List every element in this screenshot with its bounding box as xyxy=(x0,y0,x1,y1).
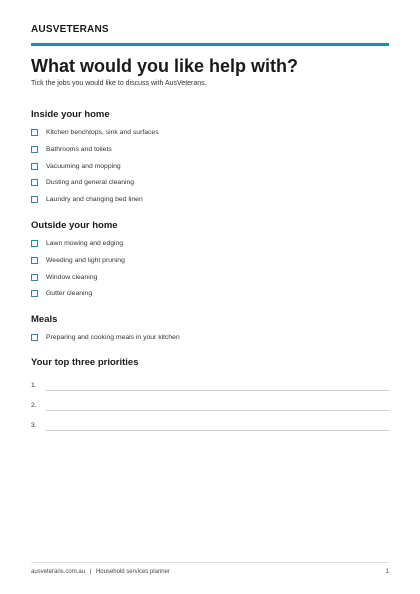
checklist-item[interactable] xyxy=(31,288,389,299)
footer-separator: | xyxy=(89,569,92,575)
priority-input-line[interactable] xyxy=(46,380,389,391)
checklist-item[interactable] xyxy=(31,161,389,172)
checkbox[interactable] xyxy=(31,274,38,281)
checkbox[interactable] xyxy=(31,290,38,297)
checklist-item[interactable] xyxy=(31,194,389,205)
footer-text xyxy=(31,569,170,575)
section-heading: Outside your home xyxy=(31,220,118,231)
checklist-label: Dusting and general cleaning xyxy=(46,179,135,187)
checklist-label: Bathrooms and toilets xyxy=(46,145,112,153)
checklist-item[interactable] xyxy=(31,255,389,266)
checklist-label: Gutter cleaning xyxy=(46,290,93,298)
checklist-label: Preparing and cooking meals in your kitchen xyxy=(46,334,180,341)
priority-input-line[interactable] xyxy=(46,400,389,411)
footer-doc-name: Household services planner xyxy=(95,569,170,575)
priority-input-line[interactable] xyxy=(46,420,389,431)
checklist-item[interactable] xyxy=(31,272,389,283)
page-number: 1 xyxy=(385,569,389,575)
section-meals xyxy=(31,313,389,349)
page-title: What would you like help with? xyxy=(31,56,298,76)
checklist-label: Laundry and changing bed linen xyxy=(46,196,143,204)
checklist-item[interactable] xyxy=(31,238,389,249)
checkbox[interactable] xyxy=(31,196,38,203)
checkbox[interactable] xyxy=(31,129,38,136)
checklist-label: Weeding and light pruning xyxy=(46,256,125,264)
checkbox[interactable] xyxy=(31,179,38,186)
priority-row xyxy=(31,377,389,391)
header-rule xyxy=(31,43,389,46)
section-inside-home xyxy=(31,108,389,211)
priority-number: 2. xyxy=(31,402,37,409)
checklist-label: Lawn mowing and edging xyxy=(46,240,124,247)
page-subtitle: Tick the jobs you would like to discuss with AusVeterans. xyxy=(31,80,207,87)
checklist-item[interactable] xyxy=(31,144,389,155)
footer-site: ausveterans.com.au xyxy=(31,569,86,575)
section-heading: Meals xyxy=(31,314,58,325)
checklist-label: Window cleaning xyxy=(46,273,98,281)
priority-number: 3. xyxy=(31,422,37,429)
section-outside-home xyxy=(31,219,389,305)
checkbox[interactable] xyxy=(31,334,38,341)
checkbox[interactable] xyxy=(31,163,38,170)
section-priorities xyxy=(31,356,389,437)
section-heading: Your top three priorities xyxy=(31,357,139,368)
checkbox[interactable] xyxy=(31,257,38,264)
checklist-item[interactable] xyxy=(31,127,389,138)
checkbox[interactable] xyxy=(31,146,38,153)
section-heading: Inside your home xyxy=(31,109,110,120)
checklist-item[interactable] xyxy=(31,177,389,188)
checklist-label: Kitchen benchtops, sink and surfaces xyxy=(46,129,159,136)
priority-row xyxy=(31,397,389,411)
checklist-item[interactable] xyxy=(31,332,389,343)
checkbox[interactable] xyxy=(31,240,38,247)
brand-wordmark: AUSVETERANS xyxy=(31,24,109,35)
checklist-label: Vacuuming and mopping xyxy=(46,162,121,170)
footer-rule xyxy=(31,562,389,563)
page xyxy=(31,0,389,594)
priority-number: 1. xyxy=(31,382,37,389)
priority-row xyxy=(31,417,389,431)
